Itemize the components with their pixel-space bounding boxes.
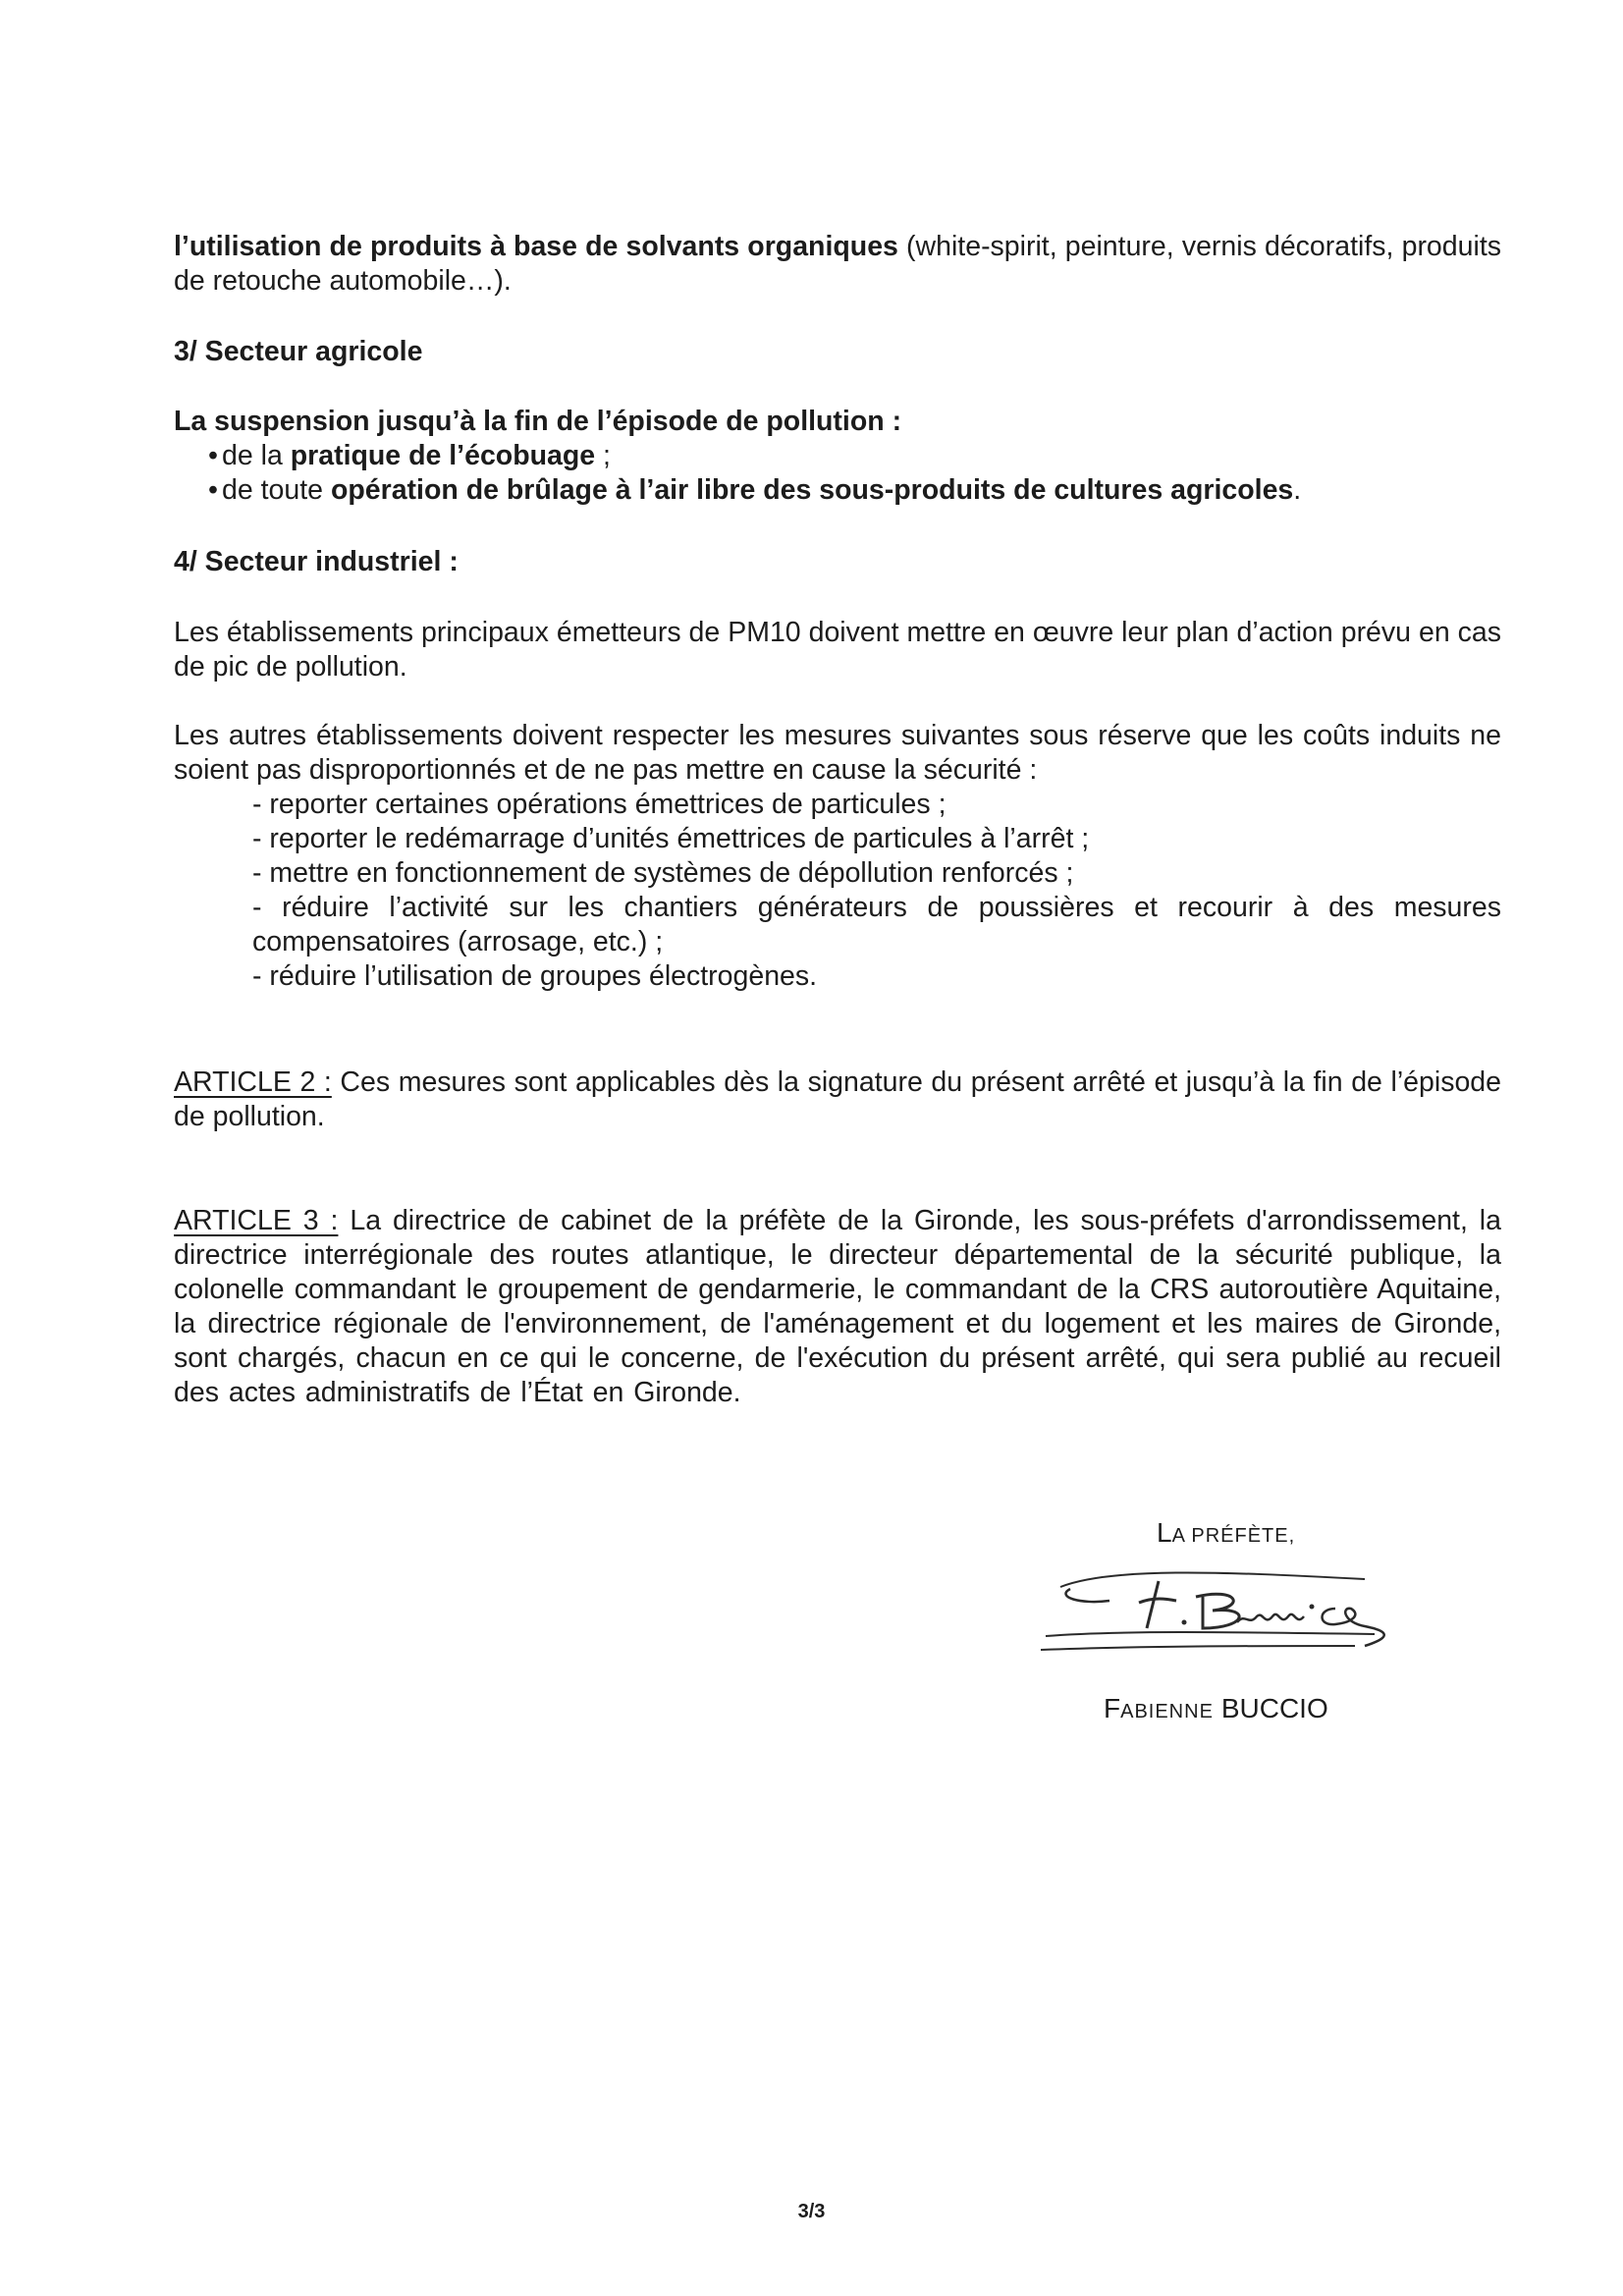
first-name-cap: F	[1104, 1693, 1121, 1723]
role-rest: A PRÉFÈTE,	[1171, 1525, 1296, 1547]
bullet-glyph: •	[208, 474, 218, 506]
handwritten-signature	[1041, 1558, 1414, 1666]
intro-bold: l’utilisation de produits à base de solvants organiques	[174, 231, 898, 262]
article-3-label: ARTICLE 3 :	[174, 1205, 339, 1236]
role-cap: L	[1157, 1517, 1172, 1548]
page-number: 3/3	[797, 2201, 826, 2222]
bullet-post: ;	[595, 440, 611, 471]
article-2-label: ARTICLE 2 :	[174, 1066, 332, 1098]
bullet-item-ecobuage	[208, 439, 611, 473]
suspension-heading: La suspension jusqu’à la fin de l’épisode de pollution :	[174, 406, 902, 437]
bullet-glyph: •	[208, 440, 218, 471]
industriel-paragraph-1: Les établissements principaux émetteurs de PM10 doivent mettre en œuvre leur plan d’action prévu en cas de pic de pollution.	[174, 617, 1501, 683]
measure-item: - réduire l’activité sur les chantiers générateurs de poussières et recourir à des mesures compensatoires (arrosage, etc.) ;	[252, 892, 1501, 957]
signatory-role	[1157, 1515, 1295, 1554]
article-2	[174, 1066, 1501, 1134]
heading-secteur-agricole: 3/ Secteur agricole	[174, 336, 423, 367]
article-2-text: Ces mesures sont applicables dès la signature du présent arrêté et jusqu’à la fin de l’épisode de pollution.	[174, 1066, 1502, 1132]
signatory-name	[1104, 1691, 1328, 1729]
measure-item: - reporter le redémarrage d’unités émettrices de particules à l’arrêt ;	[252, 823, 1090, 854]
bullet-bold: pratique de l’écobuage	[290, 440, 596, 471]
article-3	[174, 1204, 1501, 1410]
industriel-paragraph-2: Les autres établissements doivent respecter les mesures suivantes sous réserve que les coûts induits ne soient pas disproportionnés et de ne pas mettre en cause la sécurité :	[174, 720, 1501, 786]
measure-item: - reporter certaines opérations émettrices de particules ;	[252, 789, 947, 820]
measure-item: - mettre en fonctionnement de systèmes de dépollution renforcés ;	[252, 857, 1074, 889]
intro-paragraph	[174, 230, 1501, 299]
bullet-bold: opération de brûlage à l’air libre des sous-produits de cultures agricoles	[330, 474, 1294, 506]
first-name-rest: ABIENNE	[1120, 1701, 1214, 1722]
measure-item: - réduire l’utilisation de groupes électrogènes.	[252, 960, 818, 992]
bullet-pre: de la	[222, 440, 291, 471]
bullet-item-brulage	[208, 473, 1302, 508]
heading-secteur-industriel: 4/ Secteur industriel :	[174, 546, 459, 577]
intro-rest: (white-spirit, peinture, vernis décoratifs, produits de retouche automobile…).	[174, 231, 1501, 297]
bullet-pre: de toute	[222, 474, 331, 506]
last-name: BUCCIO	[1220, 1693, 1328, 1723]
bullet-post: .	[1293, 474, 1302, 506]
article-3-text: La directrice de cabinet de la préfète de la Gironde, les sous-préfets d'arrondissement, la directrice interrégionale des routes atlantique, le directeur départemental de la sécurité publique, la colonelle commandant le groupement de gendarmerie, le commandant de la CRS autoroutière Aquitaine, la directrice régionale de l'environnement, de l'aménagement et du logement et les maires de Gironde, sont chargés, chacun en ce qui le concerne, de l'exécution du présent arrêté, qui sera publié au recueil des actes administratifs de l’État en Gironde.	[174, 1205, 1501, 1408]
